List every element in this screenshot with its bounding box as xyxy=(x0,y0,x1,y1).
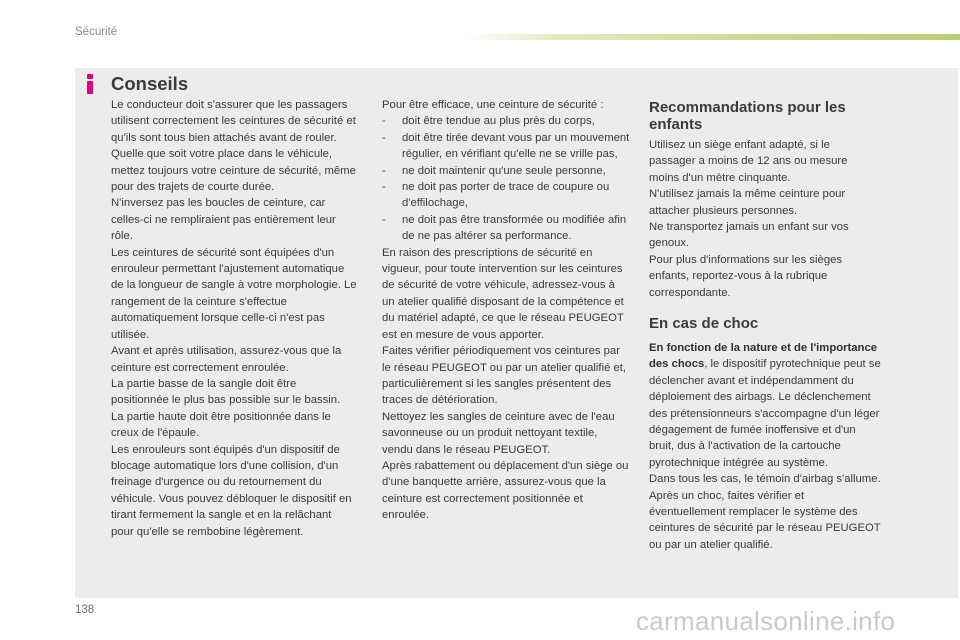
list-item xyxy=(382,130,630,163)
list-item xyxy=(382,163,630,179)
paragraph: Après rabattement ou déplacement d'un siège ou d'une banquette arrière, assurez-vous que la ceinture est correctement positionnée et enroulée. xyxy=(382,459,629,522)
choc-column xyxy=(649,340,881,553)
enfants-column xyxy=(649,137,879,301)
conseils-column-1 xyxy=(111,97,357,540)
dash-marker: - xyxy=(382,181,386,194)
paragraph: Nettoyez les sangles de ceinture avec de l'eau savonneuse ou un produit nettoyant textile, vendu dans le réseau PEUGEOT. xyxy=(382,410,615,456)
list-item-text: doit être tendue au plus près du corps, xyxy=(402,115,595,128)
header-accent-bar xyxy=(465,34,960,40)
paragraph: La partie haute doit être positionnée dans le creux de l'épaule. xyxy=(111,410,331,440)
watermark: carmanualsonline.info xyxy=(636,606,896,636)
paragraph: Quelle que soit votre place dans le véhicule, mettez toujours votre ceinture de sécurité, même pour des trajets de courte durée. xyxy=(111,148,356,194)
paragraph: Les enrouleurs sont équipés d'un dispositif de blocage automatique lors d'une collision, d'un freinage d'urgence ou du retournement du véhicule. Vous pouvez débloquer le dispositif en tirant fermement la sangle et en la relâchant pour qu'elle se rembobine légèrement. xyxy=(111,443,352,538)
choc-lead-bold: En fonction de la nature et de l'importance des chocs xyxy=(649,342,878,371)
list-item-text: ne doit maintenir qu'une seule personne, xyxy=(402,164,606,177)
page-number: 138 xyxy=(75,604,95,616)
paragraph xyxy=(649,340,881,471)
paragraph: Utilisez un siège enfant adapté, si le passager a moins de 12 ans ou mesure moins d'un mètre cinquante. xyxy=(649,139,848,184)
paragraph: En raison des prescriptions de sécurité en vigueur, pour toute intervention sur les ceintures de sécurité de votre véhicule, adressez-vous à un atelier qualifié disposant de la compétence et du matériel adapté, ce que le réseau PEUGEOT est en mesure de vous apporter. xyxy=(382,246,624,341)
paragraph: Avant et après utilisation, assurez-vous que la ceinture est correctement enroulée. xyxy=(111,345,342,374)
dash-marker: - xyxy=(382,115,386,128)
conseils-column-2 xyxy=(382,97,630,524)
dash-marker: - xyxy=(382,164,386,177)
list-item-text: doit être tirée devant vous par un mouvement régulier, en vérifiant qu'elle ne se vrille pas, xyxy=(402,131,630,161)
dash-marker: - xyxy=(382,131,386,144)
dash-marker: - xyxy=(382,213,386,226)
list-intro: Pour être efficace, une ceinture de sécurité : xyxy=(382,99,604,111)
conseils-heading: Conseils xyxy=(111,73,189,94)
info-icon xyxy=(83,73,97,95)
paragraph: La partie basse de la sangle doit être positionnée le plus bas possible sur le bassin. xyxy=(111,377,341,407)
paragraph: Après un choc, faites vérifier et éventuellement remplacer le système des ceintures de sécurité par le réseau PEUGEOT ou par un atelier qualifié. xyxy=(649,489,881,551)
paragraph: N'inversez pas les boucles de ceinture, car celles-ci ne rempliraient pas entièrement leur rôle. xyxy=(111,197,336,243)
paragraph: N'utilisez jamais la même ceinture pour attacher plusieurs personnes. xyxy=(649,188,846,217)
list-item xyxy=(382,113,630,129)
list-item-text: ne doit pas être transformée ou modifiée afin de ne pas altérer sa performance. xyxy=(402,213,627,243)
paragraph: Le conducteur doit s'assurer que les passagers utilisent correctement les ceintures de sécurité et qu'ils sont tous bien attachés avant de rouler. xyxy=(111,99,356,144)
paragraph: Pour plus d'informations sur les sièges enfants, reportez-vous à la rubrique correspondante. xyxy=(649,253,843,299)
enfants-heading: Recommandations pour les enfants xyxy=(649,99,846,133)
paragraph: Les ceintures de sécurité sont équipées d'un enrouleur permettant l'ajustement automatique de la longueur de sangle à votre morphologie. Le rangement de la ceinture s'effectue automatiquement lorsque celle-ci n'est pas utilisée. xyxy=(111,246,357,341)
paragraph: Dans tous les cas, le témoin d'airbag s'allume. xyxy=(649,473,881,486)
choc-lead-text: , le dispositif pyrotechnique peut se déclencher avant et indépendamment du déploiement des airbags. Le déclenchement des prétensionneurs s'accompagne d'un léger dégagement de fumée inoffensive et d'un bruit, dus à l'activation de la cartouche pyrotechnique intégrée au système. xyxy=(649,358,881,469)
list-item xyxy=(382,212,630,245)
list-item xyxy=(382,179,630,212)
list-item-text: ne doit pas porter de trace de coupure ou d'effilochage, xyxy=(402,181,610,210)
paragraph: Ne transportez jamais un enfant sur vos genoux. xyxy=(649,221,849,250)
choc-heading: En cas de choc xyxy=(649,315,759,332)
paragraph: Faites vérifier périodiquement vos ceintures par le réseau PEUGEOT ou par un atelier qualifié et, particulièrement si les sangles présentent des traces de détérioration. xyxy=(382,345,627,407)
section-title: Sécurité xyxy=(75,26,118,38)
